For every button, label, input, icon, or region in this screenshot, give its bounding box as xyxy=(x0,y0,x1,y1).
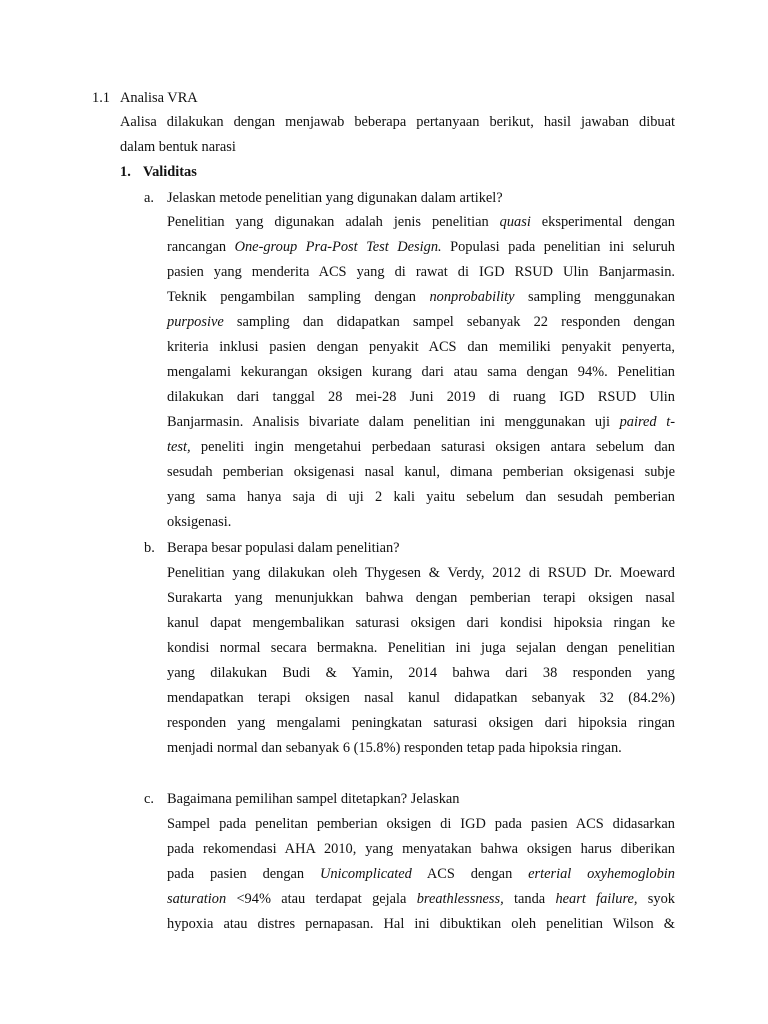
answer-line: dilakukan dari tanggal 28 mei-28 Juni 2019 di ruang IGD RSUD Ulin xyxy=(167,389,675,405)
answer-line: Teknik pengambilan sampling dengan nonprobability sampling menggunakan xyxy=(167,289,675,305)
subsection-title: Validitas xyxy=(143,164,197,180)
answer-line: yang sama hanya saja di uji 2 kali yaitu sebelum dan sesudah pemberian xyxy=(167,489,675,505)
question-text: Bagaimana pemilihan sampel ditetapkan? Jelaskan xyxy=(167,791,460,807)
answer-line: yang dilakukan Budi & Yamin, 2014 bahwa dari 38 responden yang xyxy=(167,665,675,681)
question-text: Jelaskan metode penelitian yang digunakan dalam artikel? xyxy=(167,190,503,206)
answer-line: rancangan One-group Pra-Post Test Design. Populasi pada penelitian ini seluruh xyxy=(167,239,675,255)
answer-line: Penelitian yang digunakan adalah jenis penelitian quasi eksperimental dengan xyxy=(167,214,675,230)
answer-line: Sampel pada penelitan pemberian oksigen di IGD pada pasien ACS didasarkan xyxy=(167,816,675,832)
subsection-number: 1. xyxy=(120,164,131,180)
answer-line: mendapatkan terapi oksigen nasal kanul didapatkan sebanyak 32 (84.2%) xyxy=(167,690,675,706)
answer-line: oksigenasi. xyxy=(167,514,232,530)
answer-line: responden yang mengalami peningkatan saturasi oksigen dari hipoksia ringan xyxy=(167,715,675,731)
answer-line: menjadi normal dan sebanyak 6 (15.8%) responden tetap pada hipoksia ringan. xyxy=(167,740,622,756)
answer-line: pada pasien dengan Unicomplicated ACS dengan erterial oxyhemoglobin xyxy=(167,866,675,882)
answer-line: purposive sampling dan didapatkan sampel sebanyak 22 responden dengan xyxy=(167,314,675,330)
section-number: 1.1 xyxy=(92,90,110,106)
intro-line: Aalisa dilakukan dengan menjawab beberapa pertanyaan berikut, hasil jawaban dibuat xyxy=(120,114,675,130)
answer-line: hypoxia atau distres pernapasan. Hal ini dibuktikan oleh penelitian Wilson & xyxy=(167,916,675,932)
answer-line: sesudah pemberian oksigenasi nasal kanul, dimana pemberian oksigenasi subje xyxy=(167,464,675,480)
answer-line: mengalami kekurangan oksigen kurang dari atau sama dengan 94%. Penelitian xyxy=(167,364,675,380)
answer-line: saturation <94% atau terdapat gejala breathlessness, tanda heart failure, syok xyxy=(167,891,675,907)
question-letter: b. xyxy=(144,540,155,556)
answer-line: Surakarta yang menunjukkan bahwa dengan pemberian terapi oksigen nasal xyxy=(167,590,675,606)
answer-line: test, peneliti ingin mengetahui perbedaan saturasi oksigen antara sebelum dan xyxy=(167,439,675,455)
question-letter: a. xyxy=(144,190,154,206)
question-text: Berapa besar populasi dalam penelitian? xyxy=(167,540,400,556)
answer-line: pasien yang menderita ACS yang di rawat di IGD RSUD Ulin Banjarmasin. xyxy=(167,264,675,280)
answer-line: pada rekomendasi AHA 2010, yang menyatakan bahwa oksigen harus diberikan xyxy=(167,841,675,857)
answer-line: kanul dapat mengembalikan saturasi oksigen dari kondisi hipoksia ringan ke xyxy=(167,615,675,631)
intro-line: dalam bentuk narasi xyxy=(120,139,236,155)
question-letter: c. xyxy=(144,791,154,807)
section-title: Analisa VRA xyxy=(120,90,198,106)
answer-line: Banjarmasin. Analisis bivariate dalam penelitian ini menggunakan uji paired t- xyxy=(167,414,675,430)
answer-line: kriteria inklusi pasien dengan penyakit ACS dan memiliki penyakit penyerta, xyxy=(167,339,675,355)
answer-line: Penelitian yang dilakukan oleh Thygesen & Verdy, 2012 di RSUD Dr. Moeward xyxy=(167,565,675,581)
answer-line: kondisi normal secara bermakna. Penelitian ini juga sejalan dengan penelitian xyxy=(167,640,675,656)
